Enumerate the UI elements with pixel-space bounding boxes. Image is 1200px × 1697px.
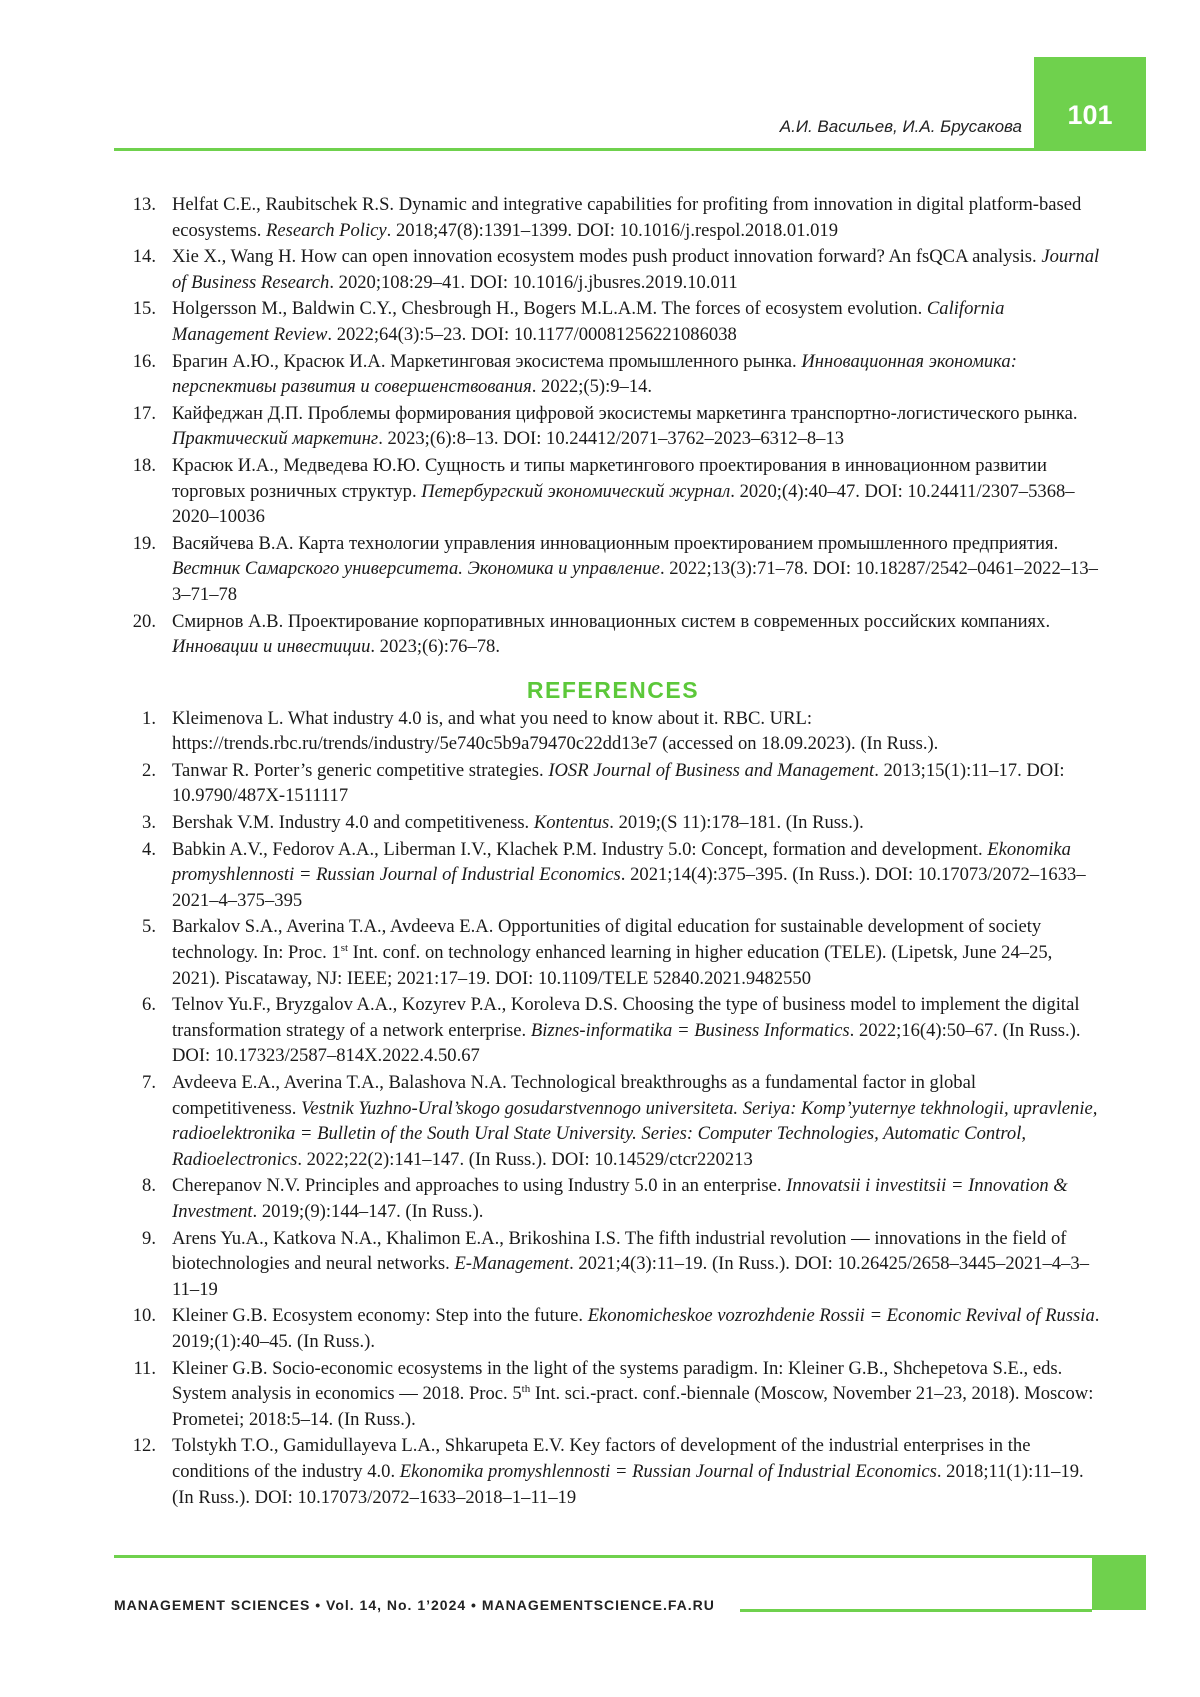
reference-citation: . 2019;(S 11):178–181. (In Russ.). [609,812,864,834]
reference-superscript: st [340,941,349,954]
reference-text [172,1175,1068,1222]
reference-item [124,531,1102,608]
reference-journal: Ekonomicheskoe vozrozhdenie Rossii = Economic Revival of Russia [587,1305,1095,1327]
reference-journal: Практический маркетинг [172,428,379,450]
reference-item [124,914,1102,991]
reference-citation: . 2023;(6):76–78. [370,636,501,658]
reference-citation: . 2022;16(4):50–67. (In Russ.). DOI: 10.17323/2587–814X.2022.4.50.67 [172,1019,1081,1067]
reference-text [172,760,1065,807]
reference-number: 3 . [124,810,156,836]
reference-number: 9 . [124,1226,156,1252]
reference-item [124,810,1102,836]
reference-journal: Biznes-informatika = Business Informatics [530,1019,850,1041]
reference-journal: Vestnik Yuzhno-Ural’skogo gosudarstvennogo universiteta. Seriya: Komp’yuternye tekhnologii, upravlenie, radioelektronika = Bulletin of the South Ural State University. Series: Computer Technologies, Automatic Control, Radioelectronics [172,1097,1098,1170]
reference-number: 19 . [124,531,156,557]
reference-citation: . 2021;14(4):375–395. (In Russ.). DOI: 10.17073/2072–1633–2021–4–375–395 [172,864,1086,911]
footer-line [740,1609,1092,1612]
reference-text [172,1305,1099,1352]
reference-number: 4 . [124,837,156,863]
reference-journal: California Management Review [172,298,1005,345]
reference-number: 14 . [124,244,156,270]
reference-number: 18 . [124,453,156,479]
reference-lists [124,192,1102,1511]
reference-text [172,839,1086,911]
reference-number: 13 . [124,192,156,218]
reference-number: 16 . [124,349,156,375]
reference-authors-title: Cherepanov N.V. Principles and approaches to using Industry 5.0 in an enterprise. [172,1175,787,1197]
reference-journal: IOSR Journal of Business and Management [548,759,875,781]
reference-text [172,1435,1084,1507]
reference-citation: . 2022;13(3):71–78. DOI: 10.18287/2542–0461–2022–13–3–71–78 [172,558,1098,605]
reference-authors-title: Kleiner G.B. Ecosystem economy: Step into the future. [172,1305,588,1327]
reference-item [124,837,1102,914]
reference-authors-title: Bershak V.M. Industry 4.0 and competitiveness. [172,812,534,834]
reference-item [124,401,1102,452]
reference-details: Int. conf. on technology enhanced learning in higher education (TELE). (Lipetsk, June 24–25, 2021). Piscataway, NJ: IEEE; 2021:17–19. DOI: 10.1109/TELE 52840.2021.9482550 [172,942,1053,989]
reference-authors-title: Xie X., Wang H. How can open innovation ecosystem modes push product innovation forward? An fsQCA analysis. [172,246,1042,268]
reference-journal: Инновационная экономика: перспективы развития и совершенствования [172,350,1017,398]
running-head-authors: А.И. Васильев, И.А. Брусакова [779,117,1022,136]
reference-citation: . 2023;(6):8–13. DOI: 10.24412/2071–3762–2023–6312–8–13 [378,428,845,450]
reference-authors-title: Babkin A.V., Fedorov A.A., Liberman I.V., Klachek P.M. Industry 5.0: Concept, formation and development. [172,838,988,860]
reference-authors-title: Васяйчева В.А. Карта технологии управления инновационным проектированием промышленного предприятия. [172,532,1059,554]
reference-number: 15 . [124,296,156,322]
reference-text [172,1072,1097,1170]
reference-authors-title: Kleiner G.B. Socio-economic ecosystems in the light of the systems paradigm. In: Kleiner G.B., Shchepetova S.E., eds. System analysis in economics — 2018. Proc. 5 [172,1357,1063,1405]
reference-journal: Инновации и инвестиции [172,636,371,658]
footer-box [1092,1555,1146,1610]
reference-text [172,916,1052,988]
reference-text [172,246,1099,293]
reference-item [124,758,1102,809]
reference-citation: . 2022;22(2):141–147. (In Russ.). DOI: 10.14529/ctcr220213 [297,1148,753,1170]
reference-item [124,609,1102,660]
reference-citation: . 2018;11(1):11–19. (In Russ.). DOI: 10.17073/2072–1633–2018–1–11–19 [172,1460,1084,1508]
reference-number: 20 . [124,609,156,635]
reference-citation: . 2022;64(3):5–23. DOI: 10.1177/00081256221086038 [327,323,737,345]
reference-text [172,403,1078,450]
reference-text [172,455,1075,527]
reference-number: 1 . [124,706,156,732]
reference-superscript: th [521,1382,531,1395]
reference-authors-title: Kleimenova L. What industry 4.0 is, and what you need to know about it. RBC. URL: https://trends.rbc.ru/trends/industry/5e740c5b9a79470c22dd13e7 (accessed on 18.09.2023). (In Russ.). [172,707,939,755]
reference-number: 11 . [124,1356,156,1382]
reference-text [172,351,1017,398]
reference-item [124,296,1102,347]
reference-journal: Ekonomika promyshlennosti = Russian Journal of Industrial Economics [399,1460,937,1482]
reference-text [172,194,1081,241]
reference-citation: . 2019;(9):144–147. (In Russ.). [252,1200,484,1222]
reference-journal: Journal of Business Research [172,246,1100,293]
reference-number: 6 . [124,992,156,1018]
reference-item [124,992,1102,1069]
reference-journal: Петербургский экономический журнал [421,480,731,502]
reference-journal: Kontentus [533,812,610,834]
reference-journal: E-Management [454,1253,570,1275]
reference-authors-title: Красюк И.А., Медведева Ю.Ю. Сущность и типы маркетингового проектирования в инновационном развитии торговых розничных структур. [172,454,1047,502]
reference-text [172,994,1081,1066]
reference-item [124,1173,1102,1224]
reference-authors-title: Holgersson M., Baldwin C.Y., Chesbrough H., Bogers M.L.A.M. The forces of ecosystem evolution. [172,298,927,320]
reference-journal: Вестник Самарского университета. Экономика и управление [172,558,660,580]
footer-journal-info: MANAGEMENT SCIENCES • Vol. 14, No. 1’2024 • MANAGEMENTSCIENCE.FA.RU [114,1597,715,1613]
reference-authors-title: Кайфеджан Д.П. Проблемы формирования цифровой экосистемы маркетинга транспортно-логистического рынка. [172,402,1078,424]
reference-item [124,453,1102,530]
reference-authors-title: Брагин А.Ю., Красюк И.А. Маркетинговая экосистема промышленного рынка. [172,350,802,372]
reference-item [124,1303,1102,1354]
reference-journal: Ekonomika promyshlennosti = Russian Journal of Industrial Economics [172,838,1071,886]
page-number: 101 [1067,100,1113,130]
reference-text [172,533,1098,605]
reference-journal: Research Policy [266,219,387,241]
reference-citation: . 2021;4(3):11–19. (In Russ.). DOI: 10.26425/2658–3445–2021–4–3–11–19 [172,1253,1089,1300]
reference-citation: . 2022;(5):9–14. [531,376,653,398]
reference-item [124,1070,1102,1172]
reference-text [172,611,1050,658]
reference-details: Int. sci.-pract. conf.-biennale (Moscow, November 21–23, 2018). Moscow: Prometei; 2018:5–14. (In Russ.). [172,1383,1094,1430]
reference-item [124,1356,1102,1433]
reference-authors-title: Arens Yu.A., Katkova N.A., Khalimon E.A., Brikoshina I.S. The fifth industrial revolution — innovations in the field of biotechnologies and neural networks. [172,1227,1067,1275]
reference-item [124,706,1102,757]
reference-authors-title: Смирнов А.В. Проектирование корпоративных инновационных систем в современных российских компаниях. [172,610,1051,632]
reference-number: 17 . [124,401,156,427]
reference-text [172,812,864,833]
reference-number: 2 . [124,758,156,784]
references-english-list [124,706,1102,1510]
reference-text [172,1358,1093,1430]
reference-item [124,349,1102,400]
reference-text [172,298,1004,345]
reference-number: 5 . [124,914,156,940]
reference-number: 8 . [124,1173,156,1199]
reference-authors-title: Telnov Yu.F., Bryzgalov A.A., Kozyrev P.A., Koroleva D.S. Choosing the type of business model to implement the digital transformation strategy of a network enterprise. [172,994,1080,1041]
reference-item [124,1433,1102,1510]
reference-authors-title: Helfat C.E., Raubitschek R.S. Dynamic and integrative capabilities for profiting from innovation in digital platform-based ecosystems. [172,194,1082,241]
reference-item [124,192,1102,243]
reference-number: 12 . [124,1433,156,1459]
header-rule [114,148,1146,151]
reference-citation: . 2020;(4):40–47. DOI: 10.24411/2307–5368–2020–10036 [172,480,1075,528]
reference-journal: Innovatsii i investitsii = Innovation & Investment [172,1175,1068,1222]
reference-number: 10 . [124,1303,156,1329]
footer-rule [114,1555,1146,1558]
references-russian-list [124,192,1102,660]
reference-citation: . 2018;47(8):1391–1399. DOI: 10.1016/j.respol.2018.01.019 [386,219,839,241]
reference-authors-title: Tanwar R. Porter’s generic competitive strategies. [172,759,549,781]
reference-authors-title: Tolstykh T.O., Gamidullayeva L.A., Shkarupeta E.V. Key factors of development of the industrial enterprises in the conditions of the industry 4.0. [172,1435,1031,1482]
reference-text [172,708,938,755]
references-heading: REFERENCES [526,676,700,703]
reference-item [124,244,1102,295]
reference-citation: . 2019;(1):40–45. (In Russ.). [172,1305,1100,1352]
reference-citation: . 2013;15(1):11–17. DOI: 10.9790/487X-1511117 [172,759,1065,807]
reference-item [124,1226,1102,1303]
reference-authors-title: Avdeeva E.A., Averina T.A., Balashova N.A. Technological breakthroughs as a fundamental factor in global competitiveness. [172,1072,977,1119]
reference-citation: . 2020;108:29–41. DOI: 10.1016/j.jbusres.2019.10.011 [329,271,738,293]
reference-number: 7 . [124,1070,156,1096]
reference-text [172,1228,1089,1300]
reference-authors-title: Barkalov S.A., Averina T.A., Avdeeva E.A. Opportunities of digital education for sustainable development of society technology. In: Proc. 1 [172,916,1042,964]
